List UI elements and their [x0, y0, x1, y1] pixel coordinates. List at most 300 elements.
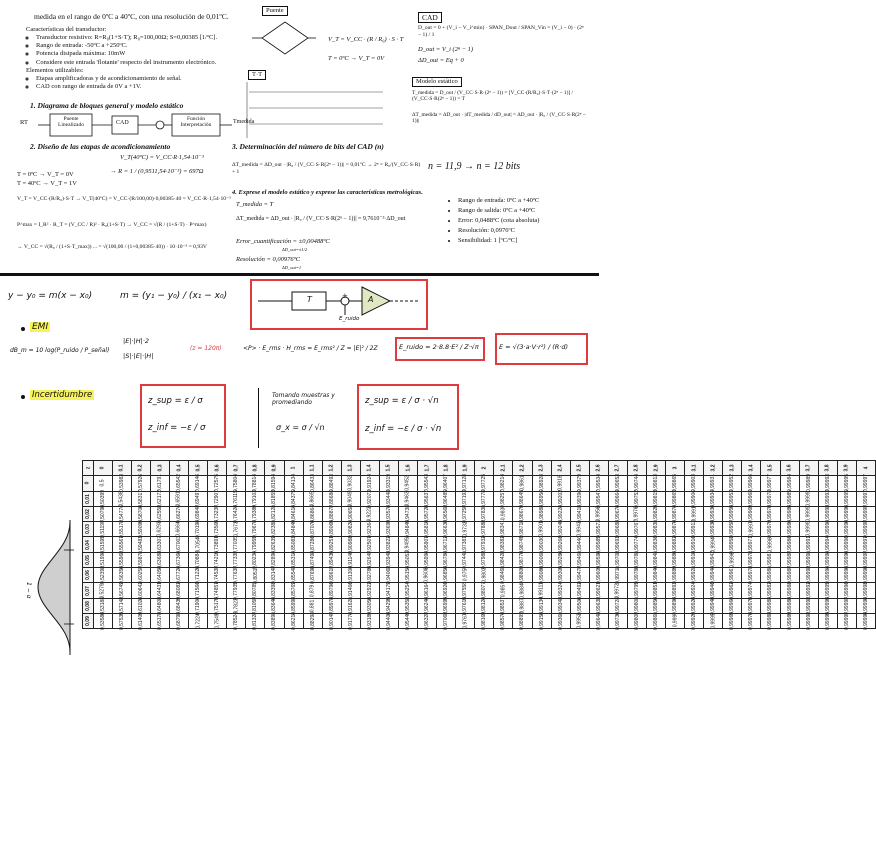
table-header-text: 0,03	[84, 524, 91, 535]
table-cell-text: 0,94845	[405, 520, 412, 539]
bullet-dot	[21, 395, 25, 399]
table-cell-text: 0,53983	[118, 474, 125, 493]
table-cell	[723, 612, 742, 631]
sensor-specs	[26, 26, 266, 91]
table-cell-text: 0,92073	[366, 489, 373, 508]
table-cell-text: 0,87286	[309, 535, 316, 554]
table-cell	[837, 612, 856, 631]
table-cell-text: 0,88298	[309, 612, 316, 631]
table-cell-text: 0,99996	[843, 520, 850, 539]
table-cell	[761, 568, 780, 583]
table-cell	[780, 583, 799, 598]
table-cell-text: 0,9999	[805, 491, 812, 507]
table-cell	[150, 504, 169, 524]
table-cell-text: 0,985	[500, 584, 507, 597]
table-cell-text: 0,99992	[805, 566, 812, 585]
table-cell-text: 0,99305	[557, 566, 564, 585]
e-formula: E = √(3·a·V·r²) / (R·d)	[499, 343, 569, 351]
table-cell-text: 0,99958	[729, 535, 736, 554]
table-cell	[284, 522, 303, 537]
table-cell-text: 0,61026	[137, 596, 144, 615]
table-cell	[341, 522, 360, 537]
eruido-formula: E_ruido = 2·8.8·E² / Z·√π	[399, 343, 479, 351]
table-header-text: 0,08	[84, 600, 91, 611]
table-cell-text: 0,9049	[347, 491, 354, 507]
table-cell	[742, 568, 761, 583]
table-cell-text: 0,98928	[538, 474, 545, 493]
table-cell-text: 0,99767	[633, 520, 640, 539]
table-cell-text: 0,93943	[385, 550, 392, 569]
table-cell	[856, 522, 875, 537]
bullet-dot	[21, 327, 25, 331]
table-cell-text: 0,97128	[462, 474, 469, 493]
table-cell-text: 0,95053	[405, 550, 412, 569]
table-cell	[704, 476, 723, 491]
block-bridge-label: Puente Linealizado	[58, 116, 84, 129]
table-cell-text: 0,81594	[271, 474, 278, 493]
table-cell-text: 0,8	[252, 464, 259, 472]
table-cell	[112, 476, 131, 491]
question-4: 4. Exprese el modelo estático y exprese las características metrológicas.	[232, 189, 423, 196]
table-cell-text: 0,99995	[824, 612, 831, 631]
cad-label: CAD	[418, 12, 442, 23]
table-header-text: 0,04	[84, 539, 91, 550]
table-cell	[265, 522, 284, 537]
table-cell	[551, 568, 570, 583]
table-cell-text: 0,55172	[118, 520, 125, 539]
table-cell-text: 0,4	[176, 464, 183, 472]
table-cell	[627, 476, 646, 491]
table-cell-text: 0,99036	[538, 535, 545, 554]
table-cell-text: 0,99477	[576, 566, 583, 585]
table-cell	[532, 522, 551, 537]
table-cell-text: 0,77337	[233, 550, 240, 569]
block-rt-label: RT	[20, 119, 28, 126]
table-cell-text: 0,84849	[290, 520, 297, 539]
table-cell-text: 0,77035	[233, 535, 240, 554]
table-cell-text: 0,81859	[271, 489, 278, 508]
table-cell	[608, 612, 627, 631]
table-cell-text: 2,4	[557, 464, 564, 472]
table-cell	[532, 612, 551, 631]
table-cell-text: 0,84614	[290, 504, 297, 524]
table-cell-text: 0,98461	[500, 566, 507, 585]
table-cell-text: 0,99934	[710, 489, 717, 508]
table-cell-text: 0,87076	[309, 520, 316, 539]
table-cell-text: 3,5	[767, 464, 774, 472]
table-cell-text: 0,99969	[748, 504, 755, 524]
table-cell-text: 0,97932	[481, 535, 488, 554]
table-cell-text: 0,89796	[328, 581, 335, 600]
table-cell-text: 0,95728	[424, 504, 431, 524]
q4-error-sub: ΔD_out=±1/2	[282, 247, 308, 252]
table-cell-text: 0,69497	[195, 489, 202, 508]
table-cell	[341, 568, 360, 583]
table-cell-text: 0,96856	[443, 566, 450, 585]
table-cell	[208, 598, 227, 613]
table-header-text: 0,07	[84, 585, 91, 596]
table-cell-text: 0,95449	[405, 612, 412, 631]
table-cell	[265, 612, 284, 631]
elements-item: ◦ Etapas amplificadoras y de acondicionamiento de señal.	[36, 75, 266, 83]
table-row	[83, 537, 876, 552]
table-cell-text: 0,99996	[843, 550, 850, 569]
table-cell-text: 0,98214	[500, 474, 507, 493]
table-cell-text: 0,67364	[176, 550, 183, 569]
table-cell-text: 0,85769	[290, 581, 297, 600]
table-cell-text: 0,97725	[481, 474, 488, 493]
impedance-note: (z = 120π)	[190, 345, 222, 352]
table-cell-text: 0,95907	[424, 535, 431, 554]
table-cell	[799, 506, 818, 521]
table-row	[83, 522, 876, 537]
table-cell	[799, 612, 818, 631]
table-cell-text: 0,99266	[557, 535, 564, 554]
table-cell-text: 0,68082	[176, 581, 183, 600]
model-label: Modelo estático	[412, 77, 462, 87]
table-cell-text: 0,94738	[405, 504, 412, 524]
table-cell-text: 0,73237	[214, 504, 221, 524]
question-1: 1. Diagrama de bloques general y modelo estático	[30, 101, 184, 110]
tt-derivation-lines	[243, 80, 393, 142]
table-cell-text: 0,98169	[481, 612, 488, 631]
table-cell-text: 0,99986	[786, 520, 793, 539]
table-cell-text: 0,99955	[729, 504, 736, 524]
table-cell	[360, 568, 379, 583]
table-cell-text: 3,6	[786, 464, 793, 472]
table-cell-text: 0,99446	[576, 535, 583, 554]
table-cell-text: 0,99061	[538, 550, 545, 569]
table-cell-text: 0,55567	[118, 535, 125, 554]
table-cell	[570, 476, 589, 491]
table-cell-text: 0,96784	[443, 550, 450, 569]
table-cell	[685, 491, 704, 506]
table-cell-text: 2,6	[595, 464, 602, 472]
model-eq1: T_medida = D_out / (V_CC·S·R·(2ⁿ − 1)) = [V_CC·(R/R₀)·S·T·(2ⁿ − 1)] / (V_CC·S·R(2ⁿ − 1)) = T	[412, 90, 574, 103]
table-cell-text: 0,92364	[366, 520, 373, 539]
table-cell-text: 0,90658	[347, 504, 354, 524]
intro-line: medida en el rango de 0ºC a 40ºC, con una resolución de 0,01ºC.	[34, 12, 229, 21]
table-cell-text: 0,52392	[99, 566, 106, 585]
table-cell-text: 0,99989	[805, 474, 812, 493]
table-cell	[265, 583, 284, 598]
table-cell-text: 0,68793	[176, 612, 183, 631]
table-cell	[360, 583, 379, 598]
table-header-cell	[83, 461, 94, 476]
dbm-equation: dB_m = 10 log(P_ruido / P_señal)	[10, 347, 110, 354]
table-cell-text: 0,53188	[99, 596, 106, 615]
table-cell	[93, 612, 112, 631]
table-cell	[93, 568, 112, 583]
table-cell-text: 0,99825	[653, 504, 660, 524]
table-cell-text: 0,99971	[748, 535, 755, 554]
table-cell	[627, 568, 646, 583]
table-cell-text: 0,9943	[576, 521, 583, 537]
table-cell-text: 0,95154	[405, 566, 412, 585]
table-cell	[379, 522, 398, 537]
table-cell-text: 0,99534	[595, 474, 602, 493]
table-cell	[322, 522, 341, 537]
table-cell	[418, 583, 437, 598]
table-cell	[475, 552, 494, 567]
table-cell-text: 0,59483	[137, 535, 144, 554]
table-cell-text: 1,5	[385, 464, 392, 472]
table-row	[83, 568, 876, 583]
table-cell-text: 0,91149	[347, 551, 354, 569]
table-cell-text: 2,2	[519, 464, 526, 472]
table-cell-text: 0,93319	[385, 474, 392, 493]
table-cell	[246, 522, 265, 537]
table-cell-text: 0,82381	[271, 520, 278, 539]
table-cell-text: 0,5	[99, 479, 106, 487]
table-cell-text: 0,99997	[862, 520, 869, 539]
table-cell-text: 0,94062	[385, 566, 392, 585]
table-cell-text: 0,65542	[176, 474, 183, 493]
table-cell	[742, 612, 761, 631]
table-cell-text: 0,98124	[481, 596, 488, 615]
table-cell	[627, 491, 646, 506]
table-header-text: 0,02	[84, 509, 91, 519]
table-cell-text: 0,74537	[214, 566, 221, 585]
metrology-item: • Error: 0,0488ºC (cota absoluta)	[458, 216, 608, 226]
table-cell-text: 0,99991	[805, 535, 812, 554]
sensor-item: ◦ Transductor resistivo: R=R₀(1+S·T); R₀=100,00Ω; S=0,00385 [1/ºC].	[36, 34, 266, 42]
table-cell-text: 0,77637	[233, 566, 240, 585]
table-cell-text: 0,95818	[424, 520, 431, 539]
table-cell	[799, 491, 818, 506]
table-cell-text: 0,99774	[633, 535, 640, 554]
table-cell-text: 0,86433	[309, 474, 316, 493]
table-cell-text: 0,9	[271, 464, 278, 472]
table-cell-text: 0,96562	[443, 504, 450, 524]
cad-eq3: ΔD_out = Eq + 0	[418, 57, 464, 64]
table-cell	[685, 568, 704, 583]
table-cell	[513, 522, 532, 537]
table-cell-text: 0,99702	[614, 550, 621, 569]
table-cell-text: 3,9	[843, 464, 850, 472]
q3-eq: ΔT_medida = ΔD_out · |R₀ / (V_CC·S·R(2ⁿ − 1))| = 0,01ºC → 2ⁿ = R₀/(V_CC·S·R) + 1	[232, 162, 421, 175]
table-cell	[761, 612, 780, 631]
sigma-equation: σ_x = σ / √n	[276, 423, 325, 432]
table-cell	[284, 568, 303, 583]
vertical-divider	[258, 388, 259, 448]
table-cell-text: 0,74857	[214, 581, 221, 600]
table-cell-text: 0,56356	[118, 566, 125, 585]
table-cell-text: 0,9884	[519, 582, 526, 599]
table-cell-text: 2,9	[653, 464, 660, 472]
table-cell	[856, 476, 875, 491]
table-cell-text: 0,73891	[214, 535, 221, 554]
table-cell-text: 0,85083	[290, 535, 297, 554]
metrology-list	[446, 196, 608, 246]
table-cell-text: 0,97882	[481, 520, 488, 539]
table-cell-text: 0,50399	[99, 489, 106, 508]
table-cell-text: 0,99861	[653, 612, 660, 631]
table-cell-text: 0,99994	[824, 566, 831, 585]
table-cell-text: 0,99396	[576, 489, 583, 508]
table-cell-text: 0,99547	[595, 489, 602, 508]
table-cell-text: 0,99929	[691, 612, 698, 631]
table-cell-text: 0,99674	[614, 504, 621, 524]
block-function-label: Función Interpretación	[180, 116, 212, 129]
table-cell-text: 0,9997	[748, 521, 755, 537]
table-cell	[551, 612, 570, 631]
table-cell-text: 0,99996	[843, 504, 850, 524]
table-cell-text: 0,99992	[805, 581, 812, 600]
table-cell-text: 0,99886	[672, 550, 679, 569]
elements-list	[26, 75, 266, 91]
table-cell-text: 0,72907	[214, 489, 221, 508]
bridge-circuit-diagram	[250, 18, 320, 58]
table-cell	[475, 522, 494, 537]
table-cell-text: 0,9901	[538, 521, 545, 537]
table-cell-text: 0,90824	[347, 520, 354, 539]
table-cell-text: 0,99997	[843, 596, 850, 615]
table-cell	[780, 522, 799, 537]
table-cell-text: 0,99984	[786, 474, 793, 493]
table-cell-text: 0,90988	[347, 535, 354, 554]
table-cell	[799, 476, 818, 491]
table-cell-text: 0,7673	[233, 521, 240, 537]
table-cell-text: 0,99974	[748, 581, 755, 600]
table-cell-text: 0,9767	[462, 613, 469, 629]
table-cell-text: 0,99961	[729, 566, 736, 585]
table-cell	[341, 583, 360, 598]
table-cell-text: 0,98422	[500, 550, 507, 569]
table-cell-text: 0,99781	[633, 550, 640, 569]
table-cell-text: 0,99983	[767, 612, 774, 631]
table-cell-text: 0,61791	[157, 474, 164, 493]
table-cell	[589, 476, 608, 491]
table-cell	[475, 583, 494, 598]
table-cell	[150, 612, 169, 631]
table-cell-text: 0,99998	[862, 566, 869, 585]
question-2: 2. Diseño de las etapas de acondicionamiento	[30, 142, 171, 151]
table-cell-text: 0,86214	[290, 612, 297, 631]
table-cell-text: 0,98077	[481, 581, 488, 600]
table-cell	[475, 568, 494, 583]
table-cell-text: 0,96995	[443, 596, 450, 615]
table-cell-text: 0,64803	[157, 596, 164, 615]
q2-eq5: → V_CC = √(R₀ / (1+S·T_max)) ... = √(100,00 / (1+0,00385·40)) · 10·10⁻³ = 0,93V	[17, 244, 207, 250]
table-cell-text: 0,93448	[385, 489, 392, 508]
table-cell	[799, 522, 818, 537]
table-cell-text: 2,8	[633, 464, 640, 472]
table-cell-text: 1,8	[443, 464, 450, 472]
table-cell	[456, 583, 475, 598]
table-cell	[170, 583, 189, 598]
table-cell-text: 0,88493	[328, 474, 335, 493]
table-cell-text: 0,89251	[328, 535, 335, 554]
table-cell	[513, 612, 532, 631]
table-header-cell	[83, 522, 94, 537]
table-cell-text: 0,99924	[691, 581, 698, 600]
table-cell-text: 0,99158	[538, 612, 545, 631]
table-cell-text: 1,7	[424, 464, 431, 472]
table-cell	[189, 522, 208, 537]
puente-eq1: V_T = V_CC · (R / R₀) · S · T	[328, 36, 404, 43]
table-header-cell	[83, 613, 94, 628]
table-cell	[685, 522, 704, 537]
table-cell	[112, 522, 131, 537]
table-cell-text: 0,71566	[195, 581, 202, 600]
table-cell-text: 0,9918	[557, 475, 564, 492]
table-cell-text: 1,9	[462, 464, 469, 472]
table-cell-text: 0,99987	[786, 566, 793, 585]
table-cell-text: 0,99953	[729, 489, 736, 508]
table-cell-text: 0,99982	[767, 581, 774, 600]
table-z-cell	[513, 461, 532, 476]
table-cell-text: 0,55962	[118, 550, 125, 569]
table-cell-text: 0,6	[214, 464, 221, 472]
table-cell-text: 0,99996	[843, 566, 850, 585]
table-cell	[856, 568, 875, 583]
table-cell-text: 0,99968	[748, 489, 755, 508]
table-cell	[799, 583, 818, 598]
table-cell-text: 0,9995	[710, 613, 717, 629]
table-cell	[208, 522, 227, 537]
sensor-item: ◦ Considere este entrada 'flotante' respecto del instrumento electrónico.	[36, 59, 266, 67]
table-cell-text: 0,99343	[557, 596, 564, 615]
table-cell-text: 0,98956	[538, 489, 545, 508]
table-cell-text: 0,84134	[290, 474, 297, 493]
table-cell-text: 0,9972	[614, 582, 621, 599]
table-cell-text: 0,83646	[271, 596, 278, 615]
table-cell	[265, 476, 284, 491]
table-cell-text: 0,99906	[691, 489, 698, 508]
table-cell	[131, 568, 150, 583]
table-cell	[303, 476, 322, 491]
table-cell-text: 0,99986	[786, 535, 793, 554]
table-cell-text: 0,97381	[462, 535, 469, 554]
table-cell	[112, 583, 131, 598]
table-cell	[780, 568, 799, 583]
table-cell-text: 0,99896	[672, 596, 679, 615]
table-cell	[570, 583, 589, 598]
table-row	[83, 506, 876, 521]
table-cell-text: 0,6591	[176, 491, 183, 507]
table-cell	[532, 583, 551, 598]
table-cell-text: 0,99998	[862, 612, 869, 631]
q2-eq2: → R = 1 / (0,9511,54·10⁻³) = 697Ω	[110, 168, 204, 175]
table-cell	[780, 612, 799, 631]
cad-eq2: D_out = V_i (2ⁿ − 1)	[418, 46, 474, 53]
table-cell	[227, 612, 246, 631]
table-cell-text: 0,90147	[328, 612, 335, 631]
table-cell	[322, 612, 341, 631]
table-cell-text: 0,99609	[595, 566, 602, 585]
table-cell-text: 0,99979	[767, 520, 774, 539]
table-cell-text: 0,96638	[443, 520, 450, 539]
table-cell-text: 0,79389	[252, 504, 259, 524]
table-cell-text: 0,99995	[824, 596, 831, 615]
table-cell	[456, 598, 475, 613]
q4-resolution-sub: ΔD_out=1	[282, 265, 302, 270]
table-cell	[418, 476, 437, 491]
table-cell-text: 0,99598	[595, 550, 602, 569]
table-cell-text: 0,9991	[691, 506, 698, 522]
table-cell	[360, 522, 379, 537]
metrology-item: • Resolución: 0,0976ºC	[458, 226, 608, 236]
q2-eq3: V_T = V_CC·(R/R₀)·S·T → V_T(40ºC) = V_CC·(R/100,00)·0,00385·40 = V_CC·R·1,54·10⁻³	[17, 196, 231, 202]
table-cell-text: 0,99926	[691, 596, 698, 615]
table-cell-text: 0,99981	[767, 550, 774, 569]
table-cell	[761, 522, 780, 537]
table-cell	[723, 522, 742, 537]
q2-eq1: V_T(40ºC) = V_CC·R·1,54·10⁻³	[120, 154, 204, 161]
table-cell	[551, 476, 570, 491]
table-cell-text: 0,75175	[214, 596, 221, 615]
